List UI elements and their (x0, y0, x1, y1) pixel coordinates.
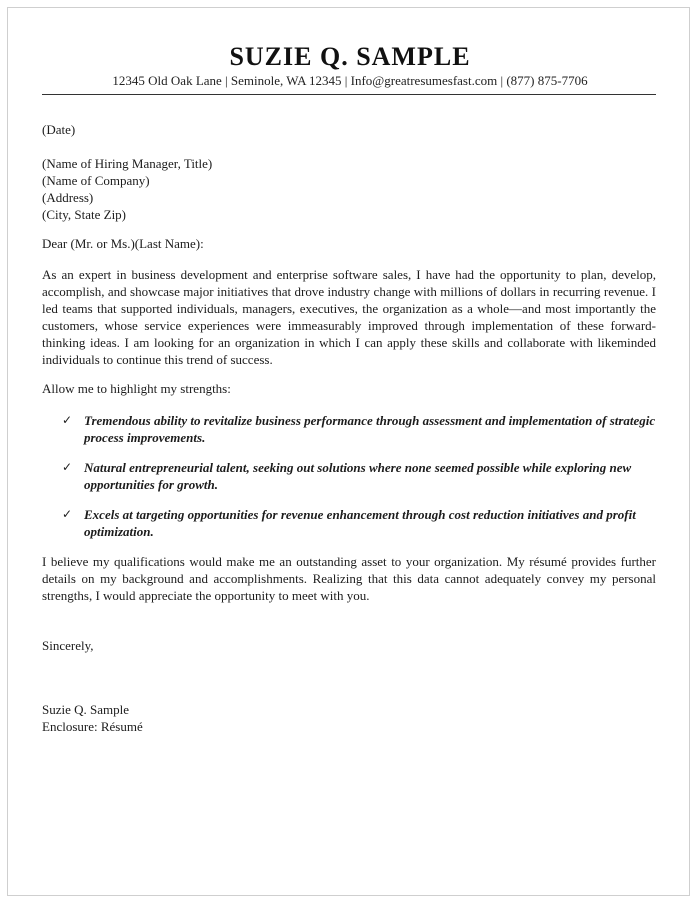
checkmark-icon: ✓ (62, 507, 73, 521)
closing-paragraph: I believe my qualifications would make me an outstanding asset to your organization. My résumé provides further details on my background and accomplishments. Realizing that this data cannot adequately convey my personal strengths, I would appreciate the opportunity to meet with you. (42, 554, 656, 603)
list-item (62, 506, 656, 540)
header-divider (42, 94, 656, 95)
list-item (62, 412, 656, 446)
recipient-name-title: (Name of Hiring Manager, Title) (42, 156, 213, 171)
strengths-list-3 (62, 506, 656, 540)
intro-paragraph: As an expert in business development and enterprise software sales, I have had the opportunity to plan, develop, accomplish, and showcase major initiatives that drove industry change with millions of dollars in recurring revenue. I led teams that supported individuals, managers, executives, the organization as a whole—and most importantly the customers, whose service experiences were immeasurably improved through implementation of these forward-thinking ideas. I am looking for an organization in which I can apply these skills and collaborate with likeminded individuals to continue this trend of success. (42, 267, 656, 367)
letter-date: (Date) (42, 122, 76, 137)
signature-name: Suzie Q. Sample (42, 702, 130, 717)
letter-page (7, 7, 690, 896)
strength-text: Tremendous ability to revitalize business performance through assessment and implementation of strategic process improvements. (84, 413, 656, 445)
strengths-intro: Allow me to highlight my strengths: (42, 381, 231, 396)
salutation: Dear (Mr. or Ms.)(Last Name): (42, 236, 204, 251)
sender-contact-line: 12345 Old Oak Lane | Seminole, WA 12345 | Info@greatresumesfast.com | (877) 875-7706 (112, 73, 588, 88)
strength-text: Excels at targeting opportunities for revenue enhancement through cost reduction initiatives and profit optimization. (84, 507, 636, 539)
signature-block (42, 701, 656, 735)
recipient-company: (Name of Company) (42, 173, 150, 188)
strength-text: Natural entrepreneurial talent, seeking out solutions where none seemed possible while exploring new opportunities for growth. (84, 460, 632, 492)
list-item (62, 459, 656, 493)
sign-off: Sincerely, (42, 638, 94, 653)
enclosure-line: Enclosure: Résumé (42, 719, 143, 734)
strengths-list-2 (62, 459, 656, 493)
strengths-list (62, 412, 656, 446)
recipient-address: (Address) (42, 190, 94, 205)
recipient-city-state-zip: (City, State Zip) (42, 207, 127, 222)
checkmark-icon: ✓ (62, 413, 73, 427)
sender-name: SUZIE Q. SAMPLE (229, 42, 471, 71)
recipient-block (42, 155, 656, 223)
checkmark-icon: ✓ (62, 460, 73, 474)
